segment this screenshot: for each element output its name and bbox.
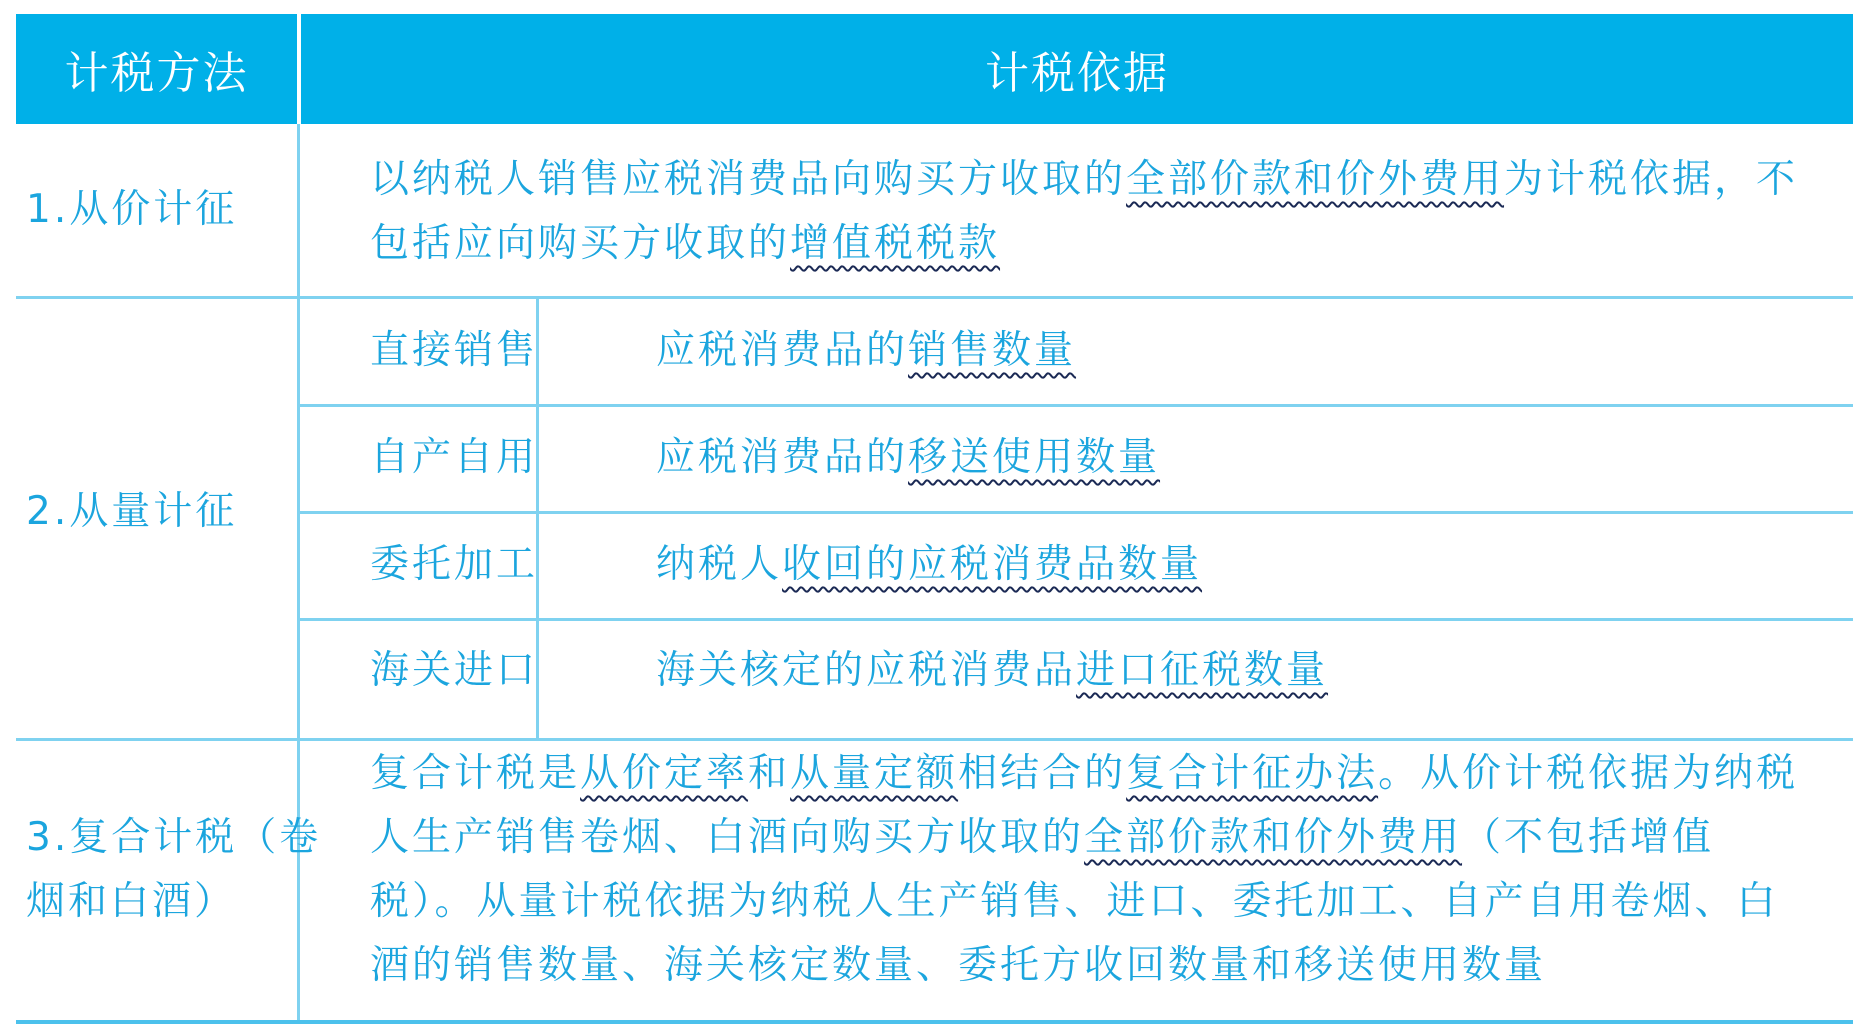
sub-label-self-use: 自产自用	[370, 435, 539, 480]
sub-label-direct-sale: 直接销售	[370, 328, 539, 373]
subrow-divider	[300, 618, 1853, 621]
row-divider	[16, 738, 1853, 741]
sub-basis-direct-sale: 应税消费品的销售数量	[656, 328, 1077, 373]
basis-compound: 复合计税是从价定率和从量定额相结合的复合计征办法。从价计税依据为纳税人生产销售卷烟、白酒向购买方收取的全部价款和价外费用（不包括增值税）。从量计税依据为纳税人生产销售、进口、委托加工、自产自用卷烟、白酒的销售数量、海关核定数量、委托方收回数量和移送使用数量	[370, 751, 1799, 988]
subrow-divider	[300, 511, 1853, 514]
method-compound: 3.复合计税（卷烟和白酒）	[26, 815, 322, 924]
subrow-divider	[300, 404, 1853, 407]
table-bottom-rule	[16, 1020, 1853, 1024]
sub-basis-import: 海关核定的应税消费品进口征税数量	[656, 648, 1329, 693]
method-ad-valorem: 1.从价计征	[26, 187, 238, 232]
basis-ad-valorem: 以纳税人销售应税消费品向购买方收取的全部价款和价外费用为计税依据，不包括应向购买方收取的增值税税款	[370, 157, 1799, 266]
sub-label-import: 海关进口	[370, 648, 539, 693]
sub-basis-consigned: 纳税人收回的应税消费品数量	[656, 542, 1203, 587]
method-specific: 2.从量计征	[26, 489, 238, 534]
row-divider	[16, 296, 1853, 299]
sub-label-consigned: 委托加工	[370, 542, 539, 587]
header-method: 计税方法	[16, 14, 297, 124]
sub-basis-self-use: 应税消费品的移送使用数量	[656, 435, 1161, 480]
header-basis: 计税依据	[301, 14, 1853, 124]
